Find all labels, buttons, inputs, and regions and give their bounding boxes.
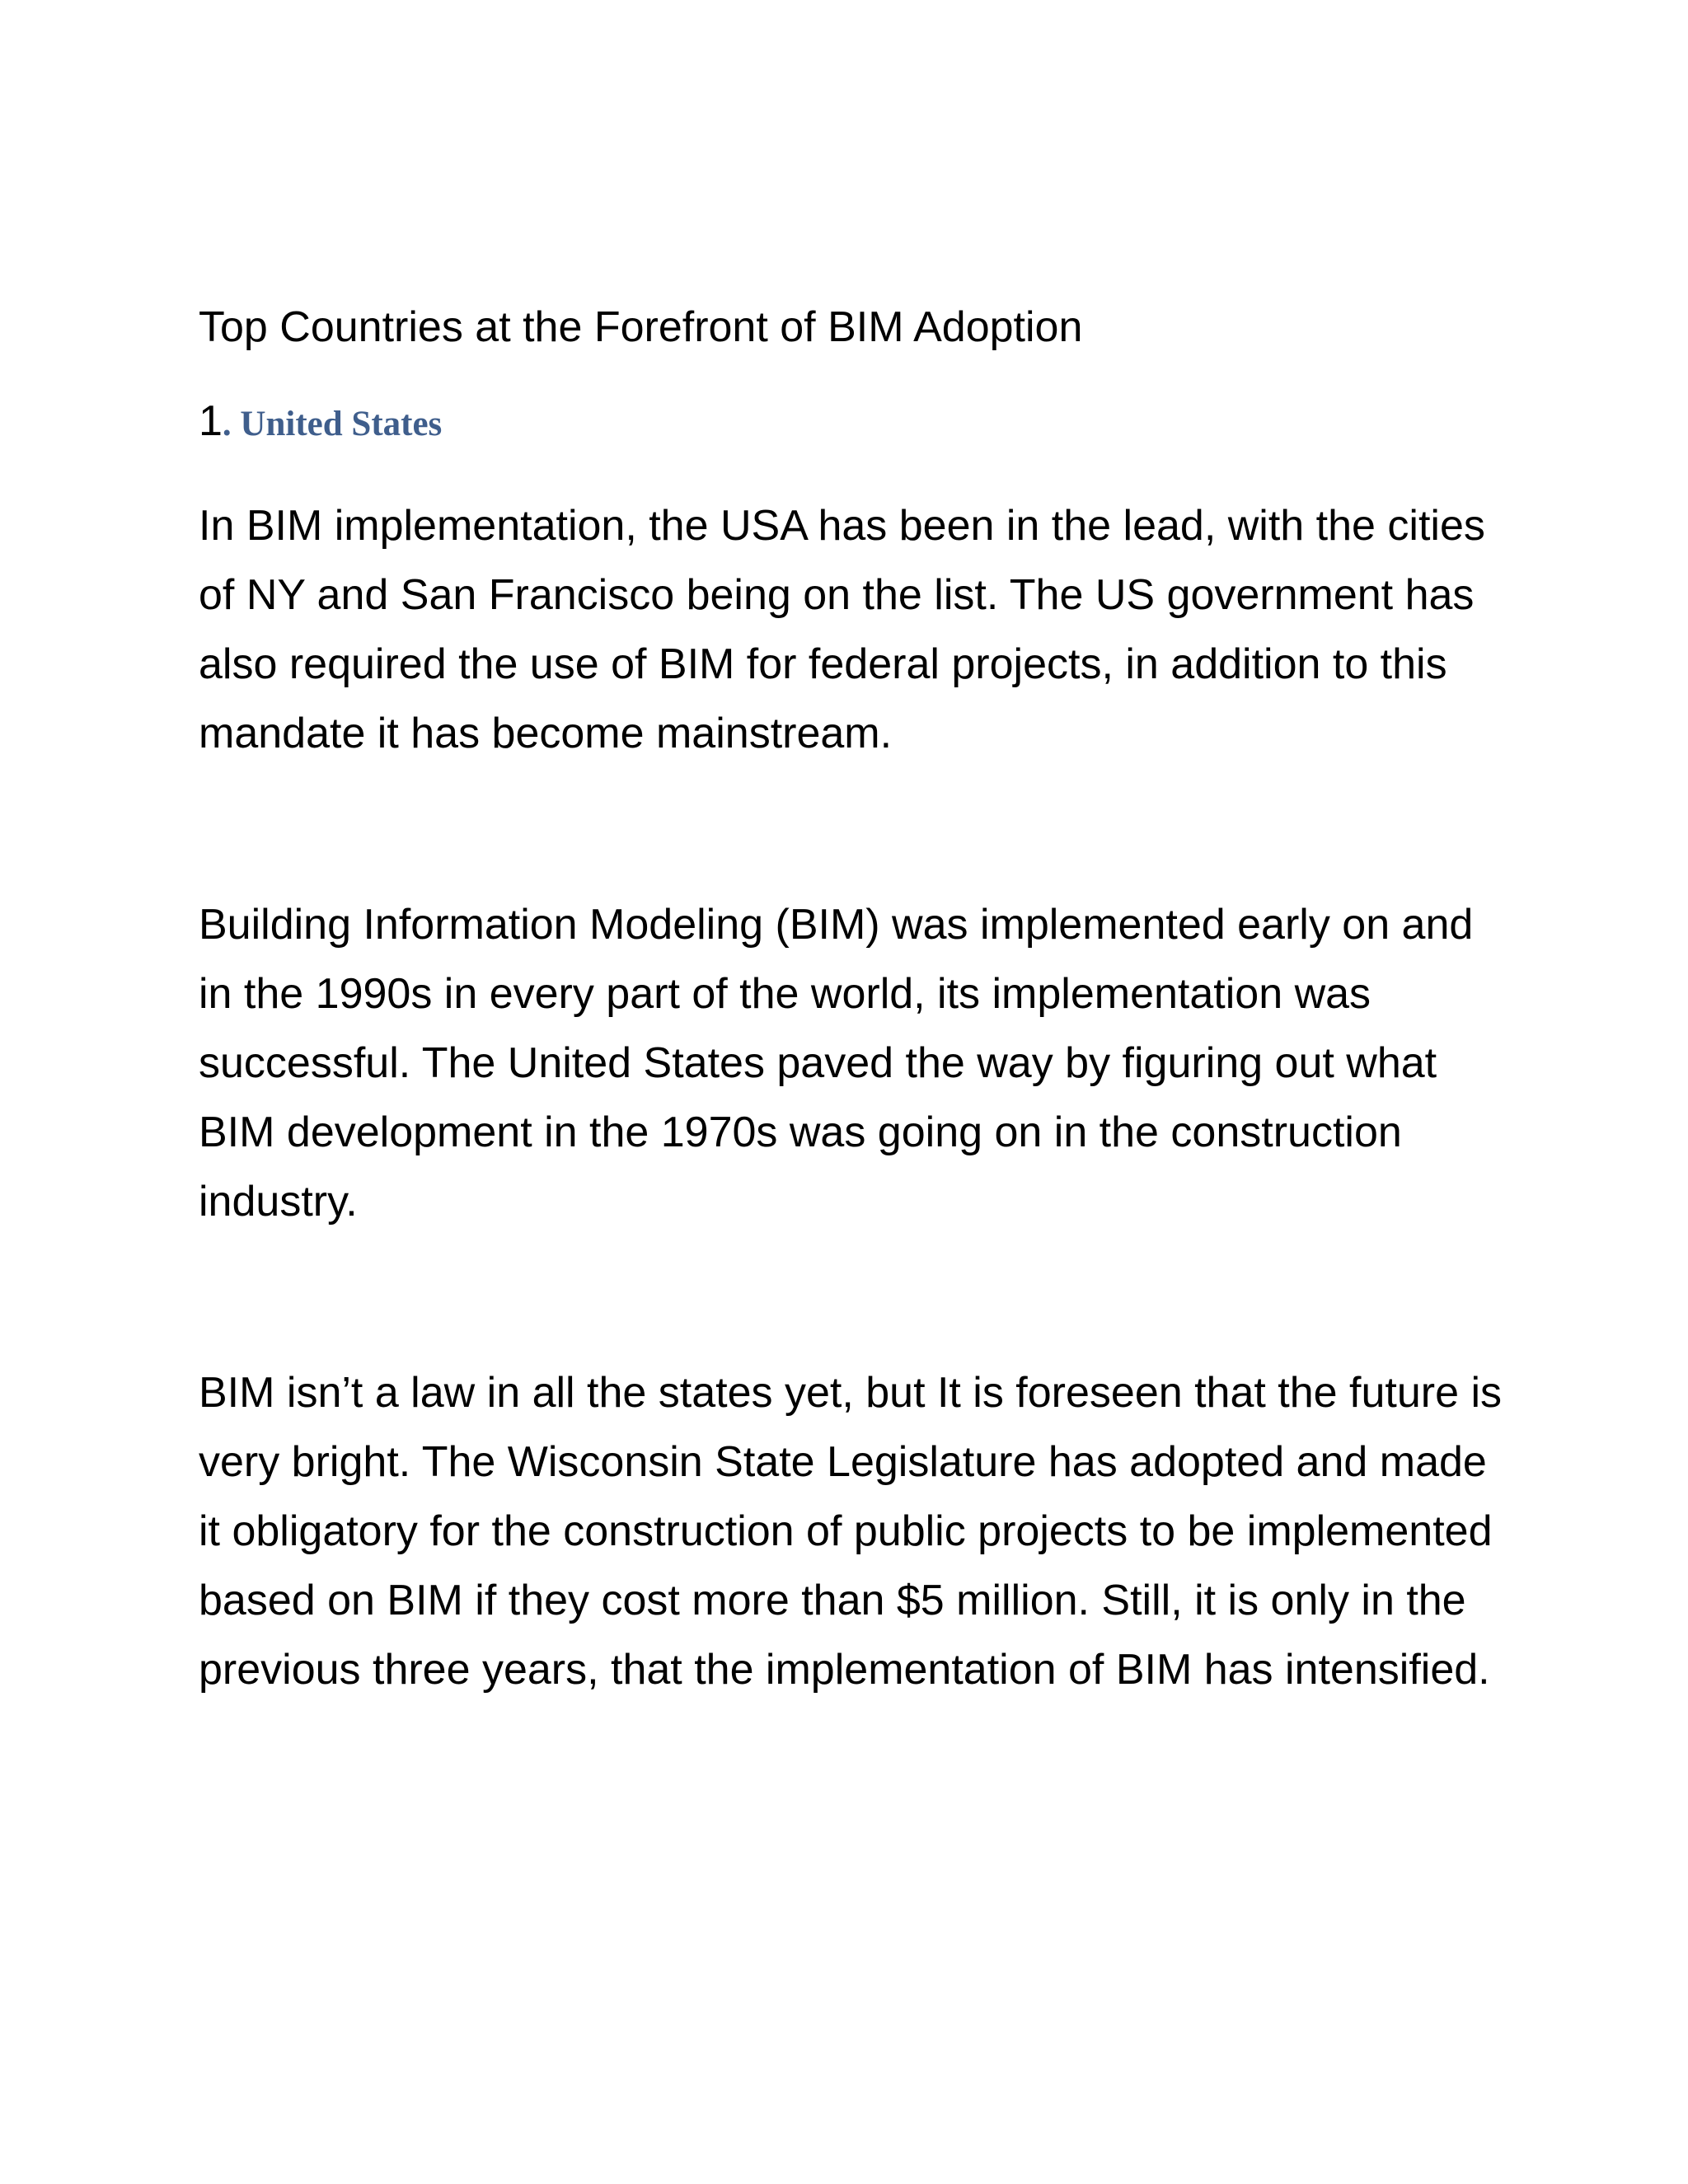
- paragraph-2: Building Information Modeling (BIM) was implemented early on and in the 1990s in every part of the world, its implementation was successful. The United States paved the way by figuring out what BIM development in the 1970s was going on in the construction industry.: [199, 901, 1474, 1226]
- section-heading: [199, 387, 1517, 466]
- paragraph-3: BIM isn’t a law in all the states yet, but It is foreseen that the future is very bright. The Wisconsin State Legislature has adopted and made it obligatory for the construction of public projects to be implemented based on BIM if they cost more than $5 million. Still, it is only in the previous three years, that the implementation of BIM has intensified.: [199, 1369, 1502, 1694]
- section-number: 1: [199, 397, 223, 445]
- document-content: [199, 293, 1517, 1704]
- document-title: Top Countries at the Forefront of BIM Adoption: [199, 303, 1083, 351]
- section-heading-text: . United States: [222, 405, 443, 443]
- paragraph-1: In BIM implementation, the USA has been in the lead, with the cities of NY and San Francisco being on the list. The US government has also required the use of BIM for federal projects, in addition to this mandate it has become mainstream.: [199, 502, 1485, 757]
